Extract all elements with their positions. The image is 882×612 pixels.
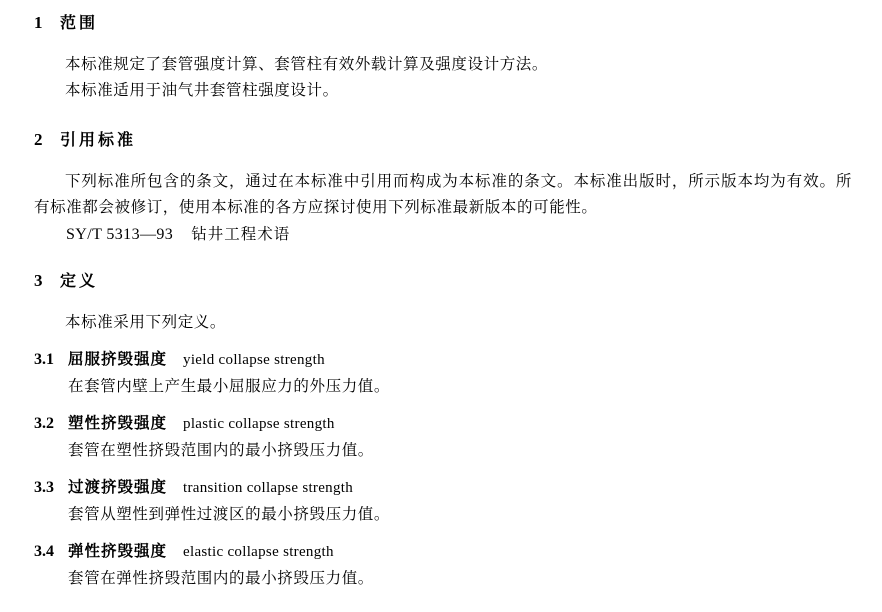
- section-title: 引用标准: [60, 130, 137, 149]
- spacer: [34, 33, 852, 51]
- spacer: [34, 291, 852, 309]
- definition-description: 套管在塑性挤毁范围内的最小挤毁压力值。: [68, 441, 374, 459]
- definition-number: 3.4: [34, 543, 54, 560]
- paragraph: 本标准适用于油气井套管柱强度设计。: [65, 81, 339, 99]
- definition-term-line: [34, 475, 852, 501]
- referenced-standard: [66, 222, 852, 244]
- definition-entry: [34, 475, 852, 527]
- section-heading-2: [34, 127, 852, 150]
- definition-entry: [34, 347, 852, 399]
- section-number: 2: [34, 130, 43, 149]
- definition-term-cn: 过渡挤毁强度: [68, 478, 168, 496]
- definition-term-en: plastic collapse strength: [183, 416, 335, 432]
- spacer: [34, 527, 852, 539]
- definition-term-en: transition collapse strength: [183, 480, 354, 496]
- definition-term-en: elastic collapse strength: [183, 544, 334, 560]
- paragraph: 本标准规定了套管强度计算、套管柱有效外载计算及强度设计方法。: [65, 55, 549, 73]
- definition-term-cn: 弹性挤毁强度: [68, 542, 168, 560]
- definition-term-line: [34, 411, 852, 437]
- spacer: [34, 463, 852, 475]
- spacer: [34, 399, 852, 411]
- spacer: [34, 103, 852, 127]
- definition-entry: [34, 411, 852, 463]
- section-number: 1: [34, 13, 43, 32]
- standard-name: 钻井工程术语: [191, 225, 291, 243]
- section-title: 定义: [60, 271, 99, 290]
- section-heading-1: [34, 10, 852, 33]
- definition-description: 在套管内壁上产生最小屈服应力的外压力值。: [68, 377, 391, 395]
- paragraph: 下列标准所包含的条文，通过在本标准中引用而构成为本标准的条文。本标准出版时，所示版本均为有效。所有标准都会被修订，使用本标准的各方应探讨使用下列标准最新版本的可能性。: [34, 172, 852, 216]
- definition-term-cn: 塑性挤毁强度: [68, 414, 168, 432]
- spacer: [34, 335, 852, 347]
- definition-entry: [34, 539, 852, 591]
- spacer: [34, 150, 852, 168]
- section-title: 范围: [60, 13, 99, 32]
- definition-description: 套管在弹性挤毁范围内的最小挤毁压力值。: [68, 569, 374, 587]
- definition-number: 3.1: [34, 351, 54, 368]
- paragraph: 本标准采用下列定义。: [65, 313, 227, 331]
- definition-term-line: [34, 539, 852, 565]
- definition-term-cn: 屈服挤毁强度: [68, 350, 168, 368]
- standard-code: SY/T 5313—93: [66, 226, 174, 243]
- spacer: [34, 244, 852, 268]
- definition-number: 3.3: [34, 479, 54, 496]
- section-heading-3: [34, 268, 852, 291]
- definition-term-en: yield collapse strength: [183, 352, 325, 368]
- definition-term-line: [34, 347, 852, 373]
- section-number: 3: [34, 271, 43, 290]
- definition-description: 套管从塑性到弹性过渡区的最小挤毁压力值。: [68, 505, 391, 523]
- definition-number: 3.2: [34, 415, 54, 432]
